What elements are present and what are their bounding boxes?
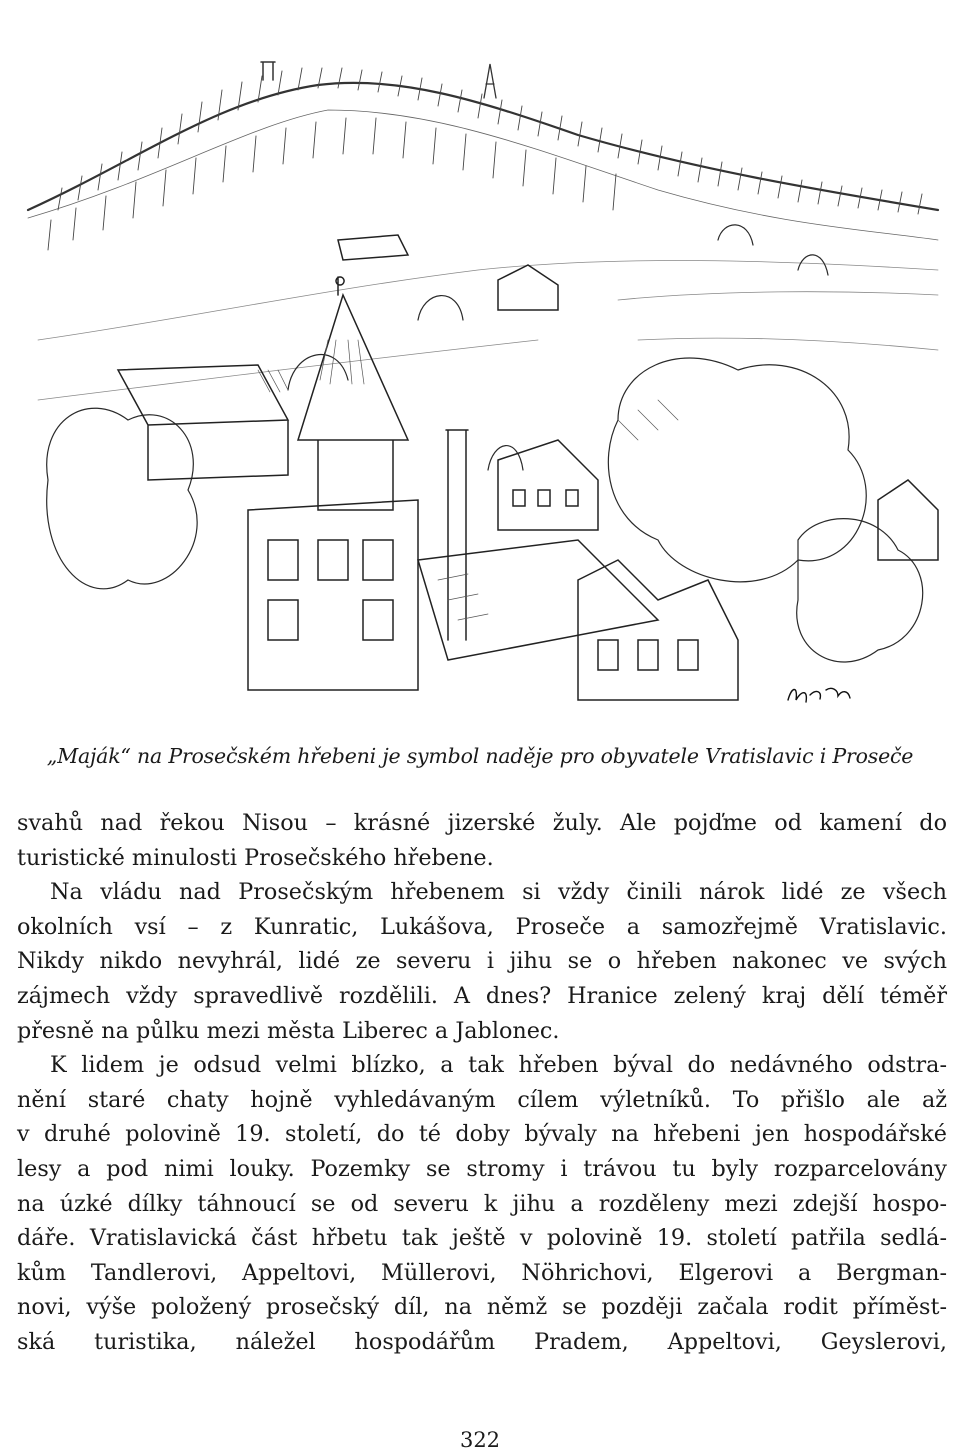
tree-clusters: [47, 225, 923, 662]
figure-caption: „Maják“ na Prosečském hřebeni je symbol naděje pro obyvatele Vratislavic i Proseče: [46, 744, 914, 768]
white-house: [498, 440, 598, 530]
text-line: turistické minulosti Prosečského hřebene.: [17, 844, 494, 871]
text-line: ská turistika, náležel hospodářům Pradem, Appeltovi, Geyslerovi,: [17, 1328, 947, 1355]
barn: [338, 235, 408, 260]
right-house: [878, 480, 938, 560]
text-line: dáře. Vratislavická část hřbetu tak ještě v polovině 19. století patřila sedlá-: [17, 1225, 947, 1252]
text-line: svahů nad řekou Nisou – krásné jizerské žuly. Ale pojďme od kamení do: [17, 810, 947, 836]
page-number: 322: [459, 1428, 501, 1452]
chimney: [446, 430, 468, 640]
text-line: kům Tandlerovi, Appeltovi, Müllerovi, Nöhrichovi, Elgerovi a Bergman-: [17, 1259, 947, 1286]
paragraph-1: [17, 806, 947, 875]
villa-body: [248, 500, 418, 690]
village-buildings: [118, 235, 938, 700]
body-text: [17, 806, 947, 1360]
factory-roof: [418, 540, 658, 660]
text-line: na úzké dílky táhnoucí se od severu k jihu a rozděleny mezi zdejší hospo-: [17, 1190, 947, 1217]
text-line: přesně na půlku mezi města Liberec a Jablonec.: [17, 1017, 560, 1044]
radio-mast: [484, 64, 496, 98]
text-line: Na vládu nad Prosečským hřebenem si vždy činili nárok lidé ze všech: [50, 879, 947, 906]
text-line: Nikdy nikdo nevyhrál, lidé ze severu i jihu se o hřeben nakonec ve svých: [17, 948, 947, 975]
paragraph-2: [17, 875, 947, 1048]
text-line: lesy a pod nimi louky. Pozemky se stromy i trávou tu byly rozparcelovány: [17, 1155, 947, 1182]
text-line: novi, výše položený prosečský díl, na němž se později začala rodit příměst-: [17, 1294, 947, 1321]
text-line: K lidem je odsud velmi blízko, a tak hřeben býval do nedávného odstra-: [50, 1052, 947, 1079]
lookout-tower: [261, 62, 275, 80]
villa-tower: [298, 277, 408, 510]
paragraph-3: [17, 1048, 947, 1359]
left-house: [118, 365, 288, 480]
meadow-lines: [38, 261, 938, 400]
distant-house: [498, 265, 558, 310]
text-line: v druhé polovině 19. století, do té doby bývaly na hřebeni jen hospodářské: [17, 1121, 947, 1148]
artist-signature: [788, 688, 850, 702]
landscape-illustration: [18, 40, 948, 730]
text-line: zájmech vždy spravedlivě rozdělili. A dnes? Hranice zelený kraj dělí téměř: [17, 982, 947, 1009]
text-line: okolních vsí – z Kunratic, Lukášova, Proseče a samozřejmě Vratislavic.: [17, 913, 947, 940]
text-line: nění staré chaty hojně vyhledávaným cílem výletníků. To přišlo ale až: [17, 1086, 947, 1113]
